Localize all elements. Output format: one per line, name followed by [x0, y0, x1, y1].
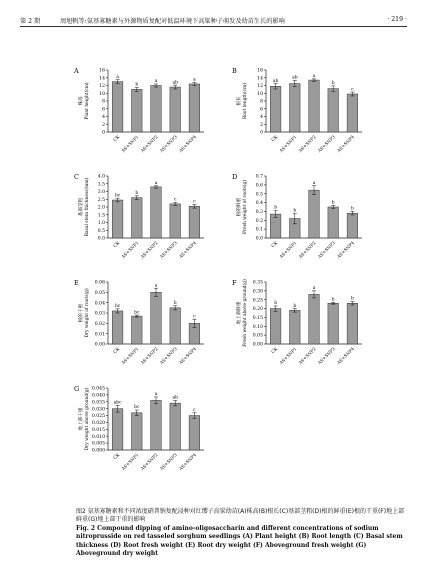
y-axis-title-zh: 根长 [237, 96, 242, 106]
y-axis-title-en: Dry weight above ground(g) [85, 387, 90, 451]
y-tick-label: 4.0 [97, 174, 105, 180]
bar [170, 204, 181, 238]
x-tick-label: AS+SNP4 [336, 134, 356, 154]
y-tick-label: 0.00 [252, 342, 263, 348]
y-tick-label: 0.01 [94, 332, 105, 338]
y-tick-label: 2 [260, 122, 263, 128]
page-number: · 219 · [387, 16, 407, 23]
y-tick-label: 0.6 [255, 183, 263, 189]
significance-letter: a [154, 283, 158, 289]
x-tick-label: AS+SNP3 [317, 134, 337, 154]
y-tick-label: 0.2 [255, 218, 263, 224]
y-axis-title-en: Fresh weight above ground(g) [243, 279, 248, 347]
y-tick-label: 0.10 [252, 324, 263, 330]
x-tick-label: AS+SNP2 [298, 240, 318, 260]
y-tick-label: 0.05 [252, 333, 263, 339]
x-tick-label: AS+SNP3 [159, 452, 179, 472]
y-tick-label: 2.5 [97, 197, 105, 203]
y-tick-label: 0.30 [252, 289, 263, 295]
y-tick-label: 0.045 [91, 386, 105, 392]
bar [132, 316, 143, 344]
x-tick-label: CK [112, 134, 122, 144]
y-tick-label: 0.000 [91, 448, 105, 454]
bar [132, 198, 143, 238]
y-axis-title-en: Dry weight of roots(g) [85, 288, 90, 338]
caption-english: Fig. 2 Compound dipping of amino-oligosaccharin and different concentrations of sodium nitroprusside on red tasseled sorghum seedlings (A) Plant height (B) Root length (C) Basal stem thickness (D) Root fresh weight (E) Root dry weight (F) Aboveground fresh weight (G) Aboveground dry weight [76, 524, 403, 558]
x-tick-label: AS+SNP4 [178, 134, 198, 154]
y-tick-label: 0.030 [91, 407, 105, 413]
y-tick-label: 4 [260, 115, 263, 121]
y-tick-label: 14 [257, 76, 263, 82]
bar [309, 80, 320, 132]
x-tick-label: AS+SNP4 [336, 240, 356, 260]
x-tick-label: AS+SNP4 [336, 346, 356, 366]
y-axis-title-zh: 地上部鲜重 [237, 301, 242, 325]
significance-letter: a [154, 79, 158, 85]
significance-letter: a [154, 392, 158, 398]
y-tick-label: 2 [102, 122, 105, 128]
x-tick-label: CK [270, 134, 280, 144]
y-tick-label: 0.7 [255, 174, 263, 180]
y-tick-label: 12 [257, 84, 263, 90]
y-tick-label: 6 [260, 107, 263, 113]
significance-letter: a [193, 77, 196, 83]
significance-letter: a [312, 286, 316, 292]
y-tick-label: 2.0 [97, 205, 105, 211]
y-tick-label: 0.0 [255, 236, 263, 242]
bar [347, 303, 358, 344]
panel-letter: A [74, 67, 79, 75]
bar [270, 309, 281, 344]
y-tick-label: 0 [102, 130, 105, 136]
bar [112, 311, 123, 344]
significance-letter: a [116, 74, 119, 80]
x-tick-label: AS+SNP1 [121, 134, 141, 154]
significance-letter: a [312, 180, 316, 186]
x-tick-label: AS+SNP4 [178, 452, 198, 472]
bar [328, 207, 339, 238]
bar [270, 86, 281, 132]
significance-letter: c [173, 197, 177, 203]
y-tick-label: 0.03 [94, 311, 105, 317]
y-tick-label: 0.05 [94, 290, 105, 296]
y-tick-label: 16 [257, 68, 263, 74]
significance-letter: b [331, 297, 335, 303]
y-tick-label: 0.040 [91, 393, 105, 399]
y-tick-label: 0.0 [97, 236, 105, 242]
y-tick-label: 14 [99, 76, 105, 82]
running-header [20, 12, 407, 28]
significance-letter: ab [172, 395, 178, 401]
x-tick-label: AS+SNP2 [140, 134, 160, 154]
bar [309, 190, 320, 238]
significance-letter: b [350, 206, 354, 212]
bar [189, 206, 200, 238]
x-tick-label: CK [270, 346, 280, 356]
x-tick-label: AS+SNP2 [298, 134, 318, 154]
x-tick-label: CK [112, 240, 122, 250]
significance-letter: b [274, 301, 278, 307]
chart-panel-e [60, 274, 220, 382]
x-tick-label: AS+SNP1 [121, 240, 141, 260]
bar [112, 409, 123, 450]
y-axis-title-zh: 根的鲜重 [237, 197, 242, 217]
x-tick-label: AS+SNP4 [178, 346, 198, 366]
significance-letter: c [193, 199, 196, 205]
y-tick-label: 0.035 [91, 400, 105, 406]
x-tick-label: AS+SNP1 [121, 346, 141, 366]
chart-panel-c [60, 168, 220, 276]
chart-panel-b [218, 62, 378, 170]
y-tick-label: 0.020 [91, 421, 105, 427]
bar [189, 416, 200, 450]
x-tick-label: AS+SNP1 [121, 452, 141, 472]
y-tick-label: 10 [99, 91, 105, 97]
significance-letter: ab [272, 78, 279, 84]
y-tick-label: 4 [102, 115, 105, 121]
x-tick-label: AS+SNP3 [159, 346, 179, 366]
significance-letter: b [274, 205, 278, 211]
running-title: 周旭帆等:氨基寡糖素与外源物质复配对低温环境下高粱种子萌发及幼苗生长的影响 [60, 18, 285, 25]
significance-letter: c [193, 408, 196, 413]
y-tick-label: 0.35 [252, 280, 263, 286]
y-tick-label: 0.010 [91, 434, 105, 440]
bar [132, 413, 143, 450]
x-tick-label: CK [270, 240, 280, 250]
bar [132, 89, 143, 132]
y-tick-label: 6 [102, 107, 105, 113]
significance-letter: bc [114, 304, 121, 310]
bar [151, 400, 162, 450]
y-tick-label: 0 [260, 130, 263, 136]
significance-letter: bc [134, 405, 140, 411]
y-tick-label: 3.5 [97, 182, 105, 188]
chart-panel-d [218, 168, 378, 276]
x-tick-label: AS+SNP2 [140, 240, 160, 260]
bar [347, 213, 358, 238]
significance-letter: b [350, 296, 354, 302]
significance-letter: c [193, 314, 196, 320]
y-tick-label: 0.06 [94, 280, 105, 286]
y-axis-title-en: Fresh weight of roots(g) [243, 179, 248, 235]
y-tick-label: 3.0 [97, 190, 105, 196]
significance-letter: bc [134, 310, 140, 316]
bar [347, 94, 358, 132]
y-tick-label: 0.02 [94, 321, 105, 327]
bar [112, 200, 123, 238]
chart-panel-f [218, 274, 378, 382]
header-rule [20, 26, 407, 27]
x-tick-label: CK [112, 452, 122, 462]
bar [290, 84, 301, 132]
y-axis-title-en: Plant height(cm) [85, 82, 90, 120]
chart-panel-a [60, 62, 220, 170]
y-tick-label: 1.5 [97, 213, 105, 219]
significance-letter: ab [172, 80, 178, 86]
bar [112, 82, 123, 132]
significance-letter: b [331, 81, 335, 87]
significance-letter: c [351, 87, 354, 93]
panel-letter: F [232, 279, 237, 287]
y-tick-label: 8 [102, 99, 105, 105]
y-tick-label: 0.3 [255, 210, 263, 216]
y-tick-label: 0.015 [91, 427, 105, 433]
x-tick-label: AS+SNP3 [159, 240, 179, 260]
chart-panel-g [60, 380, 220, 488]
y-tick-label: 0.25 [252, 298, 263, 304]
significance-letter: b [331, 200, 335, 206]
x-tick-label: AS+SNP3 [317, 346, 337, 366]
significance-letter: b [293, 208, 297, 214]
x-tick-label: AS+SNP1 [279, 346, 299, 366]
significance-letter: b [173, 300, 177, 306]
y-tick-label: 12 [99, 84, 105, 90]
y-axis-title-zh: 株高 [79, 96, 84, 106]
significance-letter: bc [114, 193, 121, 199]
bar [170, 87, 181, 132]
panel-letter: B [232, 67, 237, 75]
panel-letter: E [74, 279, 79, 287]
significance-letter: a [154, 180, 158, 186]
bar [170, 403, 181, 450]
y-tick-label: 0.025 [91, 414, 105, 420]
y-axis-title-zh: 根的干重 [79, 303, 84, 323]
bar [151, 292, 162, 344]
x-tick-label: AS+SNP1 [279, 240, 299, 260]
x-tick-label: AS+SNP4 [178, 240, 198, 260]
significance-letter: b [293, 303, 297, 309]
significance-letter: b [135, 82, 139, 88]
significance-letter: ab [292, 75, 298, 81]
panel-letter: G [74, 385, 80, 393]
y-tick-label: 0.5 [255, 192, 263, 198]
issue-number: 第 2 期 [20, 18, 41, 25]
y-tick-label: 0.04 [94, 301, 105, 307]
y-axis-title-zh: 基部茎粗 [79, 197, 84, 217]
y-tick-label: 8 [260, 99, 263, 105]
x-tick-label: AS+SNP2 [140, 452, 160, 472]
bar [170, 308, 181, 344]
bar [328, 303, 339, 344]
bar [309, 294, 320, 344]
y-tick-label: 10 [257, 91, 263, 97]
x-tick-label: AS+SNP2 [298, 346, 318, 366]
caption-chinese: 图2 氨基寡糖素和不同浓度硝普钠复配浸种对红缨子高粱幼苗(A)株高(B)根长(C)基部茎粗(D)根的鲜重(E)根的干重(F)地上部鲜重(G)地上部干重的影响 [76, 508, 405, 524]
y-tick-label: 0.4 [255, 201, 263, 207]
x-tick-label: AS+SNP3 [317, 240, 337, 260]
y-axis-title-en: Basal stem thickness(mm) [85, 177, 90, 237]
x-tick-label: AS+SNP1 [279, 134, 299, 154]
y-tick-label: 0.15 [252, 316, 263, 322]
y-axis-title-zh: 地上部干重 [79, 407, 84, 431]
y-tick-label: 16 [99, 68, 105, 74]
y-tick-label: 0.1 [255, 227, 263, 233]
panel-letter: D [232, 173, 238, 181]
significance-letter: abc [113, 400, 122, 406]
x-tick-label: AS+SNP3 [159, 134, 179, 154]
significance-letter: a [312, 74, 316, 80]
x-tick-label: AS+SNP2 [140, 346, 160, 366]
bar [189, 84, 200, 132]
x-tick-label: CK [112, 346, 122, 356]
y-axis-title-en: Root length(cm) [243, 82, 248, 120]
figure-caption [76, 508, 406, 558]
y-tick-label: 0.005 [91, 441, 105, 447]
bar [328, 89, 339, 132]
y-tick-label: 0.20 [252, 307, 263, 313]
significance-letter: b [135, 191, 139, 197]
y-tick-label: 0.00 [94, 342, 105, 348]
y-tick-label: 1.0 [97, 221, 105, 227]
bar [151, 86, 162, 133]
panel-letter: C [74, 173, 79, 181]
bar [151, 187, 162, 238]
bar [290, 310, 301, 344]
y-tick-label: 0.5 [97, 228, 105, 234]
